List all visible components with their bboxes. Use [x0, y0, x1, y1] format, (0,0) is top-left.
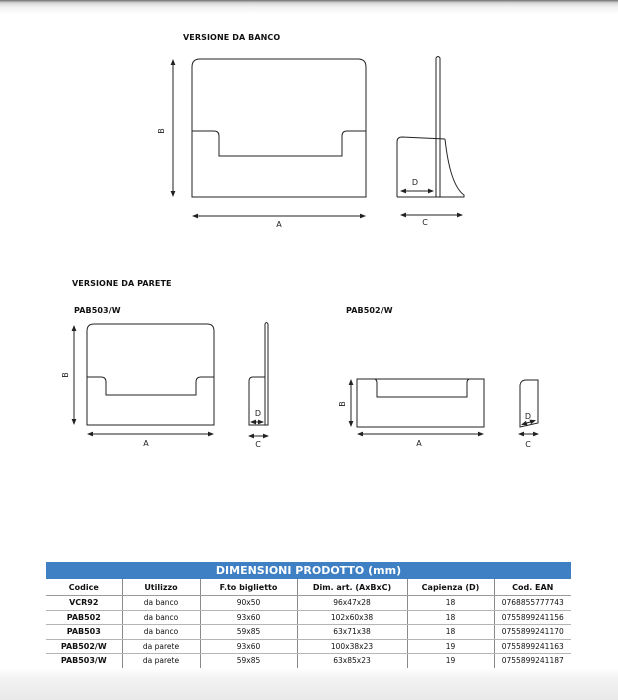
dimension-b-label: B	[338, 401, 347, 407]
cell-formato: 90x50	[200, 596, 297, 611]
banco-side-view	[397, 57, 464, 198]
cell-utilizzo: da banco	[122, 625, 200, 640]
table-title: DIMENSIONI PRODOTTO (mm)	[46, 562, 571, 579]
cell-capienza: 19	[407, 654, 494, 668]
model-label-pab502w: PAB502/W	[346, 306, 393, 315]
dimension-b-label: B	[61, 372, 70, 378]
pab502w-front-view	[357, 379, 484, 427]
pab503w-front-view	[87, 324, 214, 425]
cell-formato: 59x85	[200, 625, 297, 640]
banco-front-view	[192, 59, 366, 197]
column-header-dimensioni: Dim. art. (AxBxC)	[297, 579, 407, 596]
column-header-formato-biglietto: F.to biglietto	[200, 579, 297, 596]
cell-codice: VCR92	[46, 596, 122, 611]
table-row	[46, 625, 571, 640]
cell-ean: 0755899241156	[494, 610, 571, 625]
cell-utilizzo: da banco	[122, 596, 200, 611]
cell-dimensioni: 63x85x23	[297, 654, 407, 668]
cell-utilizzo: da banco	[122, 610, 200, 625]
column-header-utilizzo: Utilizzo	[122, 579, 200, 596]
dimension-d-label: D	[254, 409, 262, 418]
model-label-pab503w: PAB503/W	[74, 306, 121, 315]
cell-capienza: 18	[407, 625, 494, 640]
cell-codice: PAB503	[46, 625, 122, 640]
product-dimensions-table	[46, 562, 571, 668]
cell-dimensioni: 102x60x38	[297, 610, 407, 625]
cell-dimensioni: 63x71x38	[297, 625, 407, 640]
cell-ean: 0755899241187	[494, 654, 571, 668]
dimension-d-label: D	[411, 178, 419, 187]
column-header-capienza: Capienza (D)	[407, 579, 494, 596]
cell-codice: PAB502/W	[46, 639, 122, 654]
table-row	[46, 654, 571, 668]
cell-utilizzo: da parete	[122, 654, 200, 668]
table-row	[46, 596, 571, 611]
column-header-codice: Codice	[46, 579, 122, 596]
section-title-parete: VERSIONE DA PARETE	[72, 279, 172, 288]
dimension-c-label: C	[525, 440, 531, 449]
cell-capienza: 19	[407, 639, 494, 654]
dimension-c-label: C	[255, 440, 261, 449]
cell-codice: PAB503/W	[60, 656, 107, 666]
cell-formato: 93x60	[200, 610, 297, 625]
cell-codice: PAB502	[46, 610, 122, 625]
table-row	[46, 639, 571, 654]
cell-ean: 0755899241163	[494, 639, 571, 654]
column-header-ean: Cod. EAN	[494, 579, 571, 596]
page-bottom-edge	[0, 668, 618, 700]
cell-capienza: 18	[407, 610, 494, 625]
dimension-c-label: C	[422, 218, 428, 227]
dimension-d-label: D	[524, 412, 532, 421]
table-row	[46, 610, 571, 625]
cell-formato: 59x85	[200, 654, 297, 668]
section-title-banco: VERSIONE DA BANCO	[183, 33, 281, 42]
cell-capienza: 18	[407, 596, 494, 611]
cell-dimensioni: 96x47x28	[297, 596, 407, 611]
cell-formato: 93x60	[200, 639, 297, 654]
dimension-a-label: A	[416, 439, 422, 448]
dimension-a-label: A	[143, 439, 149, 448]
cell-ean: 0755899241170	[494, 625, 571, 640]
cell-utilizzo: da parete	[122, 639, 200, 654]
cell-dimensioni: 100x38x23	[297, 639, 407, 654]
table-header-row	[46, 579, 571, 596]
cell-ean: 0768855777743	[494, 596, 571, 611]
dimension-a-label: A	[276, 220, 282, 229]
dimension-b-label: B	[157, 128, 166, 134]
